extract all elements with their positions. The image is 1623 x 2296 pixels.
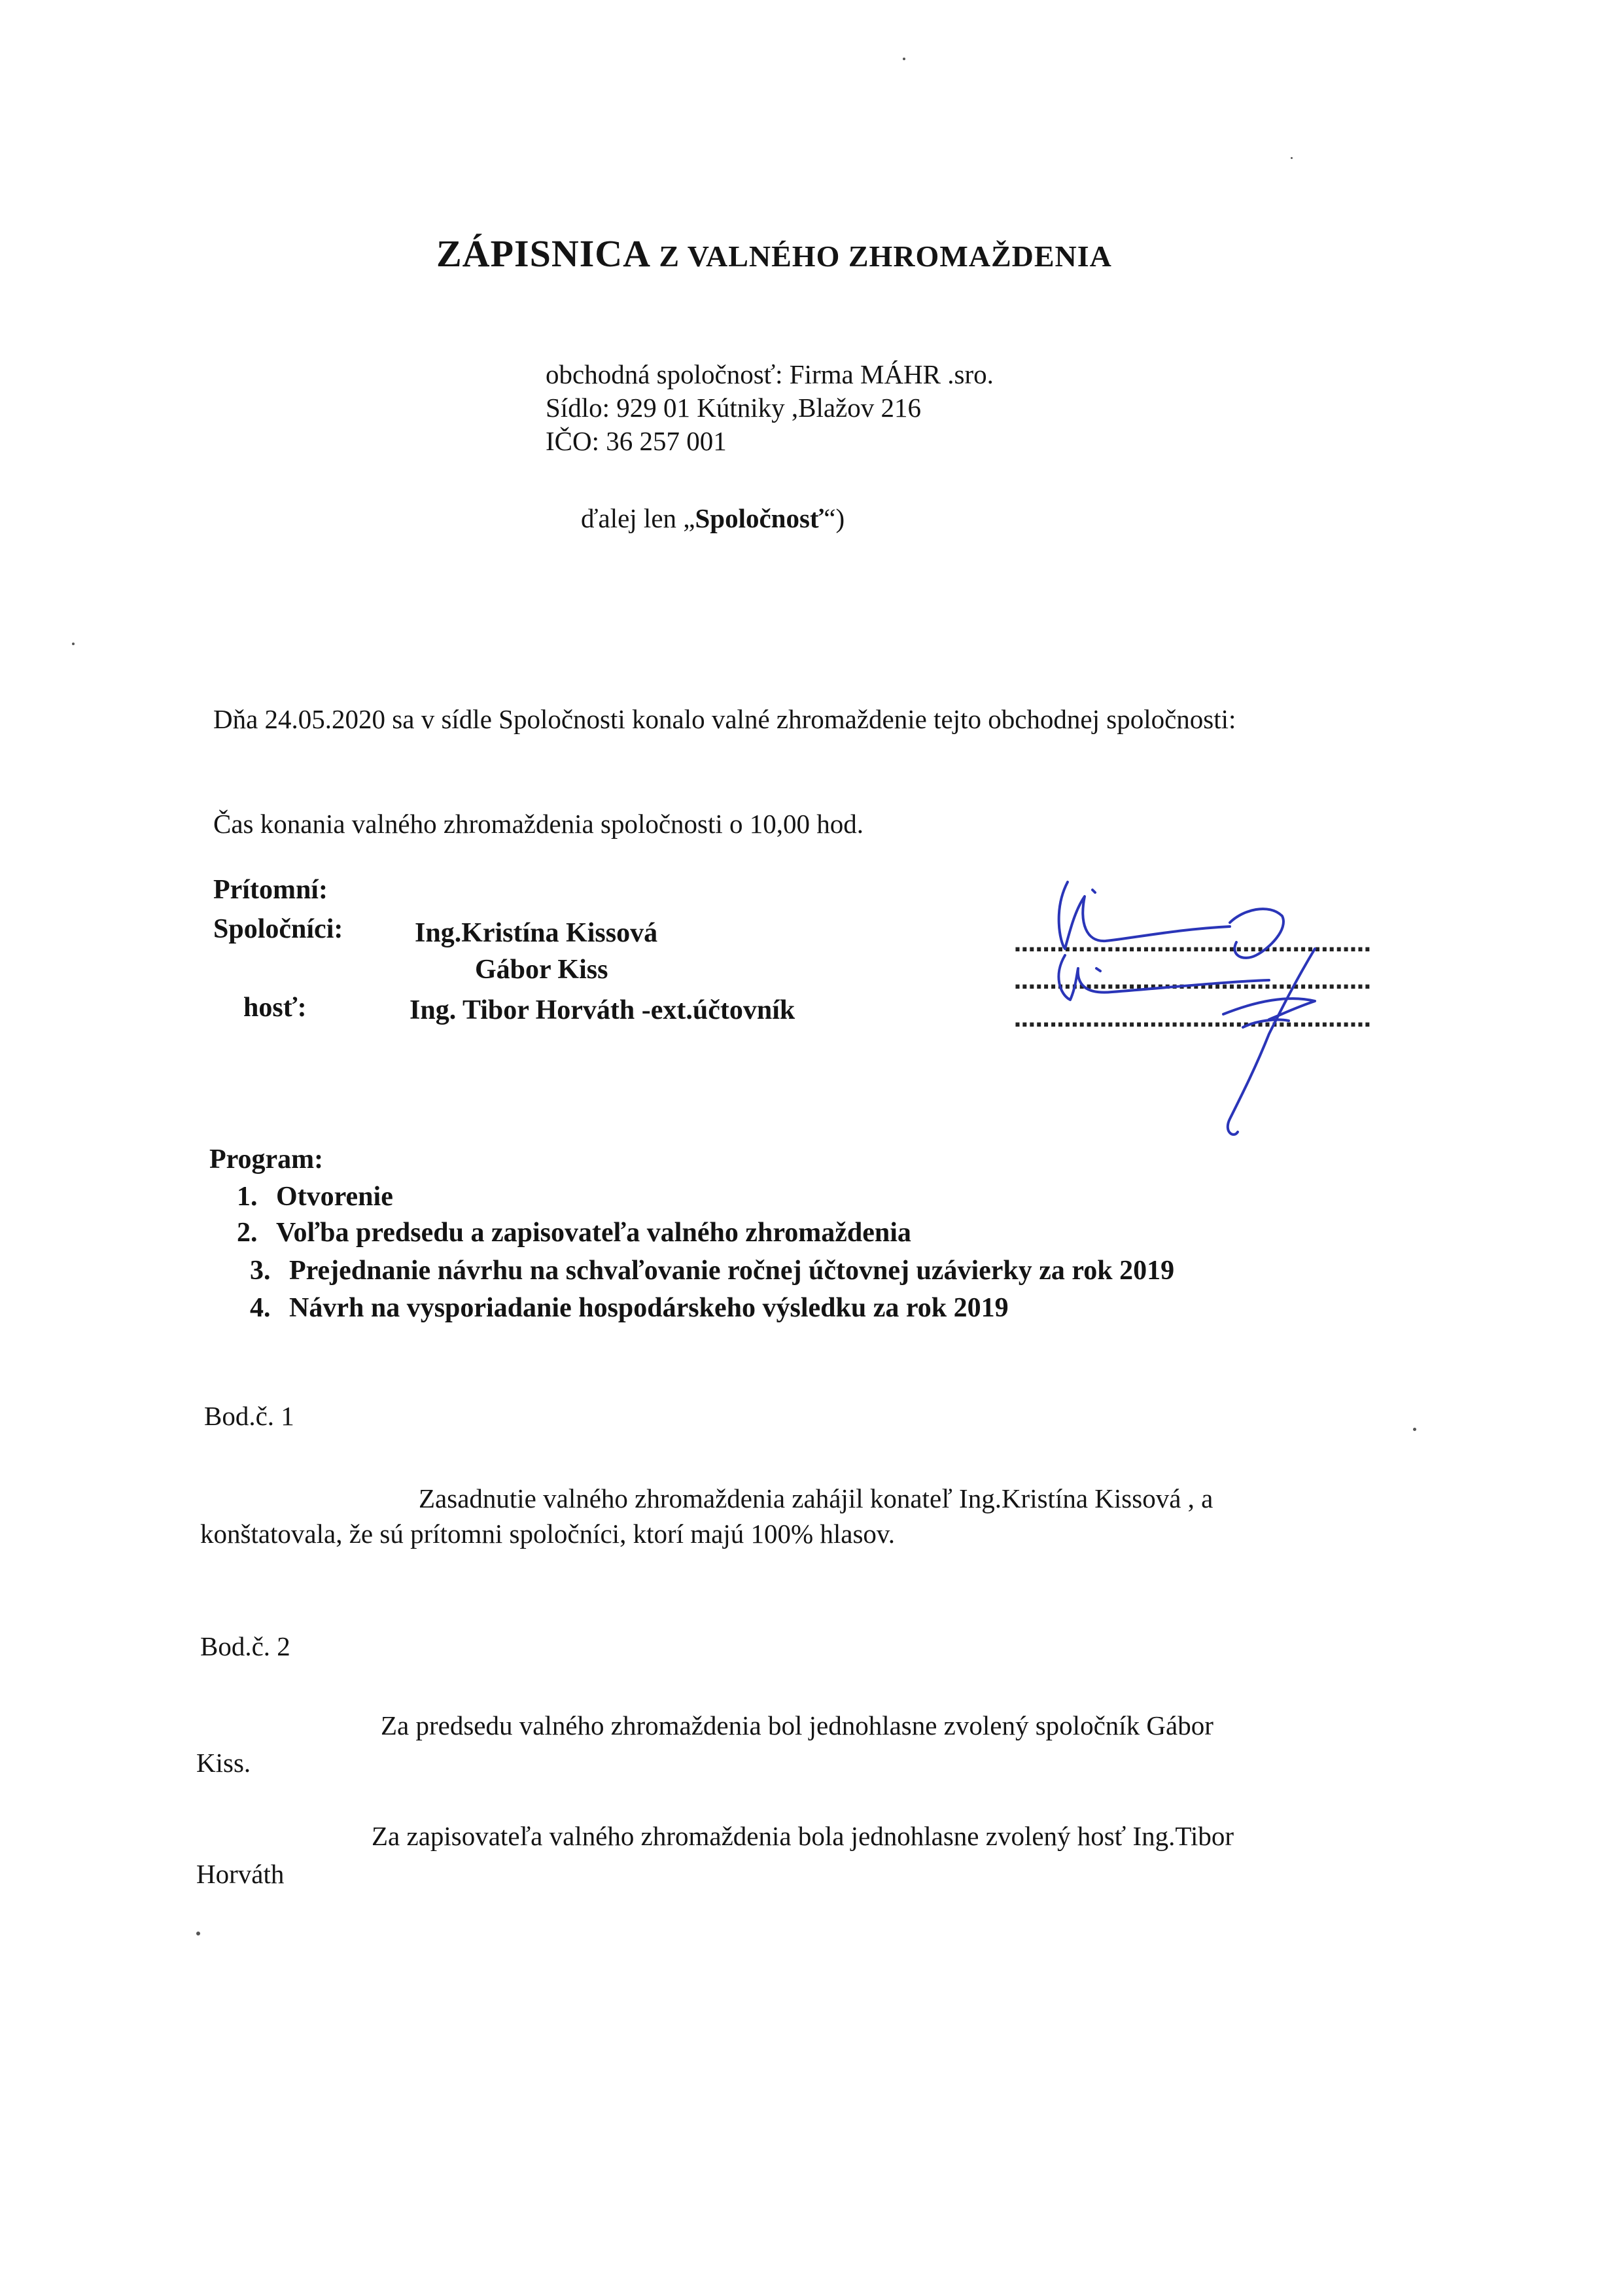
program-item-number: 2. — [237, 1218, 258, 1248]
present-label: Prítomní: — [213, 875, 328, 905]
program-item-1 — [237, 1181, 393, 1212]
point-2-label: Bod.č. 2 — [200, 1631, 290, 1661]
program-item-number: 3. — [250, 1256, 271, 1286]
alias-prefix: ďalej len „ — [581, 503, 695, 533]
title-main: ZÁPISNICA — [436, 232, 649, 275]
handwritten-signature — [1007, 870, 1426, 1145]
program-item-number: 4. — [250, 1293, 271, 1323]
signature-line-2: .................................................. — [1013, 968, 1370, 995]
partner-name-1: Ing.Kristína Kissová — [415, 918, 658, 948]
alias-bold: Spoločnosť — [695, 503, 824, 533]
scan-speck — [1413, 1428, 1416, 1431]
document-title — [436, 232, 1112, 275]
scan-speck — [1291, 157, 1293, 159]
point-2-recorder-line-1: Za zapisovateľa valného zhromaždenia bola jednohlasne zvolený hosť Ing.Tibor — [372, 1821, 1234, 1851]
program-item-3 — [250, 1255, 1174, 1286]
company-seat-line: Sídlo: 929 01 Kútniky ,Blažov 216 — [546, 393, 921, 423]
program-item-4 — [250, 1292, 1009, 1324]
meeting-time-line: Čas konania valného zhromaždenia spoločnosti o 10,00 hod. — [213, 809, 864, 839]
guest-label: hosť: — [243, 993, 307, 1023]
signature-line-3: .................................................. — [1013, 1006, 1370, 1033]
company-ico-line: IČO: 36 257 001 — [546, 426, 727, 456]
meeting-date-line: Dňa 24.05.2020 sa v sídle Spoločnosti konalo valné zhromaždenie tejto obchodnej spoločnosti: — [213, 704, 1236, 734]
program-item-2 — [237, 1217, 911, 1248]
company-name-line: obchodná spoločnosť: Firma MÁHR .sro. — [546, 359, 994, 389]
point-2-chair-line-1: Za predsedu valného zhromaždenia bol jednohlasne zvolený spoločník Gábor — [381, 1710, 1213, 1740]
program-label: Program: — [209, 1144, 324, 1174]
point-1-text-line-2: konštatovala, že sú prítomni spoločníci, ktorí majú 100% hlasov. — [200, 1519, 896, 1549]
program-item-text: Voľba predsedu a zapisovateľa valného zhromaždenia — [276, 1218, 911, 1248]
program-item-text: Návrh na vysporiadanie hospodárskeho výsledku za rok 2019 — [289, 1293, 1009, 1323]
guest-name: Ing. Tibor Horváth -ext.účtovník — [410, 995, 795, 1025]
point-1-label: Bod.č. 1 — [204, 1401, 294, 1431]
scan-speck — [903, 58, 905, 60]
alias-suffix: “) — [824, 503, 845, 533]
point-2-chair-line-2: Kiss. — [196, 1748, 251, 1778]
point-2-recorder-line-2: Horváth — [196, 1859, 285, 1889]
signature-line-1: .................................................. — [1013, 931, 1370, 957]
scan-speck — [196, 1932, 200, 1935]
program-item-number: 1. — [237, 1182, 258, 1212]
title-rest: Z VALNÉHO ZHROMAŽDENIA — [659, 239, 1112, 273]
alias-line — [581, 503, 845, 535]
program-item-text: Otvorenie — [276, 1182, 393, 1212]
scan-speck — [72, 643, 75, 645]
partner-name-2: Gábor Kiss — [475, 955, 608, 985]
point-1-text-line-1: Zasadnutie valného zhromaždenia zahájil konateľ Ing.Kristína Kissová , a — [419, 1483, 1213, 1513]
program-item-text: Prejednanie návrhu na schvaľovanie ročnej účtovnej uzávierky za rok 2019 — [289, 1256, 1175, 1286]
company-info — [546, 358, 994, 458]
partners-label: Spoločníci: — [213, 914, 343, 944]
